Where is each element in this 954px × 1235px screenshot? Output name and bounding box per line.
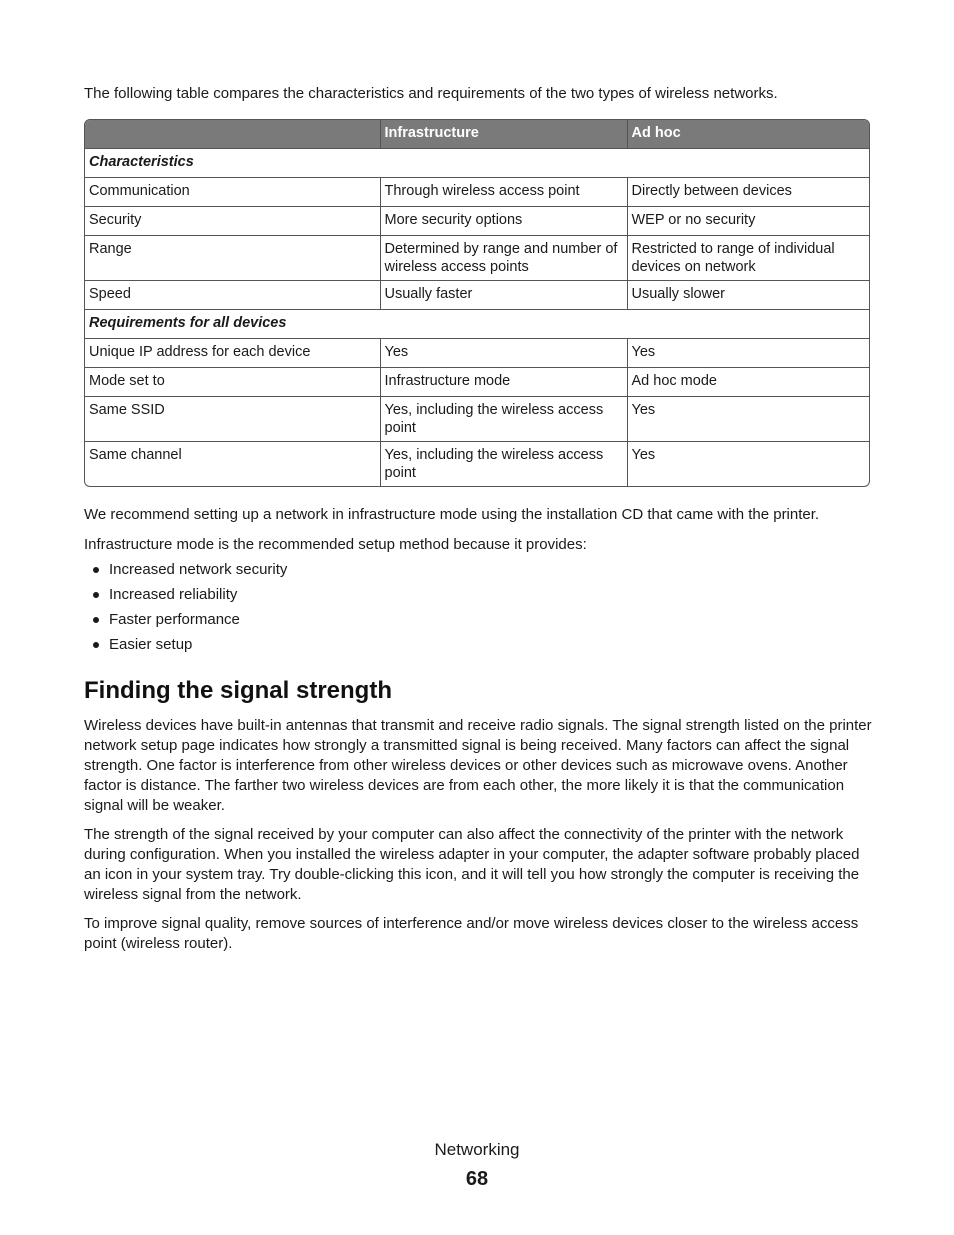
list-item bbox=[84, 635, 684, 660]
table-cell: Same channel bbox=[85, 442, 380, 487]
table-cell: Speed bbox=[85, 281, 380, 310]
comparison-table bbox=[84, 119, 870, 487]
list-item bbox=[84, 610, 684, 635]
list-item-label: Increased network security bbox=[109, 561, 288, 578]
bullet-icon bbox=[93, 642, 99, 648]
table-header-cell bbox=[85, 120, 380, 149]
table-cell: Mode set to bbox=[85, 368, 380, 397]
section-heading-signal-strength: Finding the signal strength bbox=[84, 677, 392, 704]
list-item-label: Increased reliability bbox=[109, 586, 238, 603]
table-row bbox=[85, 368, 869, 397]
page-number: 68 bbox=[465, 1168, 489, 1190]
table-row bbox=[85, 339, 869, 368]
table-cell: More security options bbox=[380, 207, 627, 236]
table-row bbox=[85, 442, 869, 487]
bullet-icon bbox=[93, 617, 99, 623]
table-cell: WEP or no security bbox=[627, 207, 869, 236]
table-header-row bbox=[85, 120, 869, 149]
section-heading: Characteristics bbox=[85, 149, 869, 178]
table-cell: Yes bbox=[627, 397, 869, 442]
table-cell: Usually slower bbox=[627, 281, 869, 310]
table-cell: Yes, including the wireless access point bbox=[380, 397, 627, 442]
footer-section-title: Networking bbox=[434, 1140, 520, 1159]
table-cell: Through wireless access point bbox=[380, 178, 627, 207]
table-cell: Ad hoc mode bbox=[627, 368, 869, 397]
section-row bbox=[85, 149, 869, 178]
table-row bbox=[85, 397, 869, 442]
recommend-text: We recommend setting up a network in infrastructure mode using the installation CD that came with the printer. bbox=[84, 506, 820, 523]
table-cell: Security bbox=[85, 207, 380, 236]
table-cell: Communication bbox=[85, 178, 380, 207]
list-item-label: Faster performance bbox=[109, 611, 240, 628]
body-paragraph: To improve signal quality, remove sources of interference and/or move wireless devices closer to the wireless access point (wireless router). bbox=[84, 915, 859, 952]
section-row bbox=[85, 310, 869, 339]
list-item-label: Easier setup bbox=[109, 636, 193, 653]
list-item bbox=[84, 560, 684, 585]
bullet-icon bbox=[93, 592, 99, 598]
table-cell: Determined by range and number of wireless access points bbox=[380, 236, 627, 281]
table-cell: Directly between devices bbox=[627, 178, 869, 207]
table-row bbox=[85, 207, 869, 236]
table-row bbox=[85, 281, 869, 310]
table-cell: Yes, including the wireless access point bbox=[380, 442, 627, 487]
table-row bbox=[85, 178, 869, 207]
bullet-icon bbox=[93, 567, 99, 573]
table-cell: Infrastructure mode bbox=[380, 368, 627, 397]
table-cell: Restricted to range of individual devices on network bbox=[627, 236, 869, 281]
table-header-cell: Infrastructure bbox=[380, 120, 627, 149]
section-heading: Requirements for all devices bbox=[85, 310, 869, 339]
body-paragraph: The strength of the signal received by your computer can also affect the connectivity of the printer with the network during configuration. When you installed the wireless adapter in your computer, the adapter software probably placed an icon in your system tray. Try double-clicking this icon, and it will tell you how strongly the computer is receiving the wireless signal from the network. bbox=[84, 826, 860, 903]
intro-text: The following table compares the characteristics and requirements of the two types of wireless networks. bbox=[84, 85, 778, 102]
table-cell: Range bbox=[85, 236, 380, 281]
table-cell: Usually faster bbox=[380, 281, 627, 310]
body-paragraph: Wireless devices have built-in antennas that transmit and receive radio signals. The signal strength listed on the printer network setup page indicates how strongly a transmitted signal is being received. Many factors can affect the signal strength. One factor is interference from other wireless devices or other devices such as microwave ovens. Another factor is distance. The farther two wireless devices are from each other, the more likely it is that the communication signal will be weaker. bbox=[84, 717, 872, 814]
benefits-list bbox=[84, 560, 684, 660]
table-header-cell: Ad hoc bbox=[627, 120, 869, 149]
table-cell: Yes bbox=[380, 339, 627, 368]
table-cell: Same SSID bbox=[85, 397, 380, 442]
table-cell: Unique IP address for each device bbox=[85, 339, 380, 368]
table-row bbox=[85, 236, 869, 281]
provides-text: Infrastructure mode is the recommended setup method because it provides: bbox=[84, 536, 587, 553]
list-item bbox=[84, 585, 684, 610]
table-cell: Yes bbox=[627, 442, 869, 487]
table-cell: Yes bbox=[627, 339, 869, 368]
